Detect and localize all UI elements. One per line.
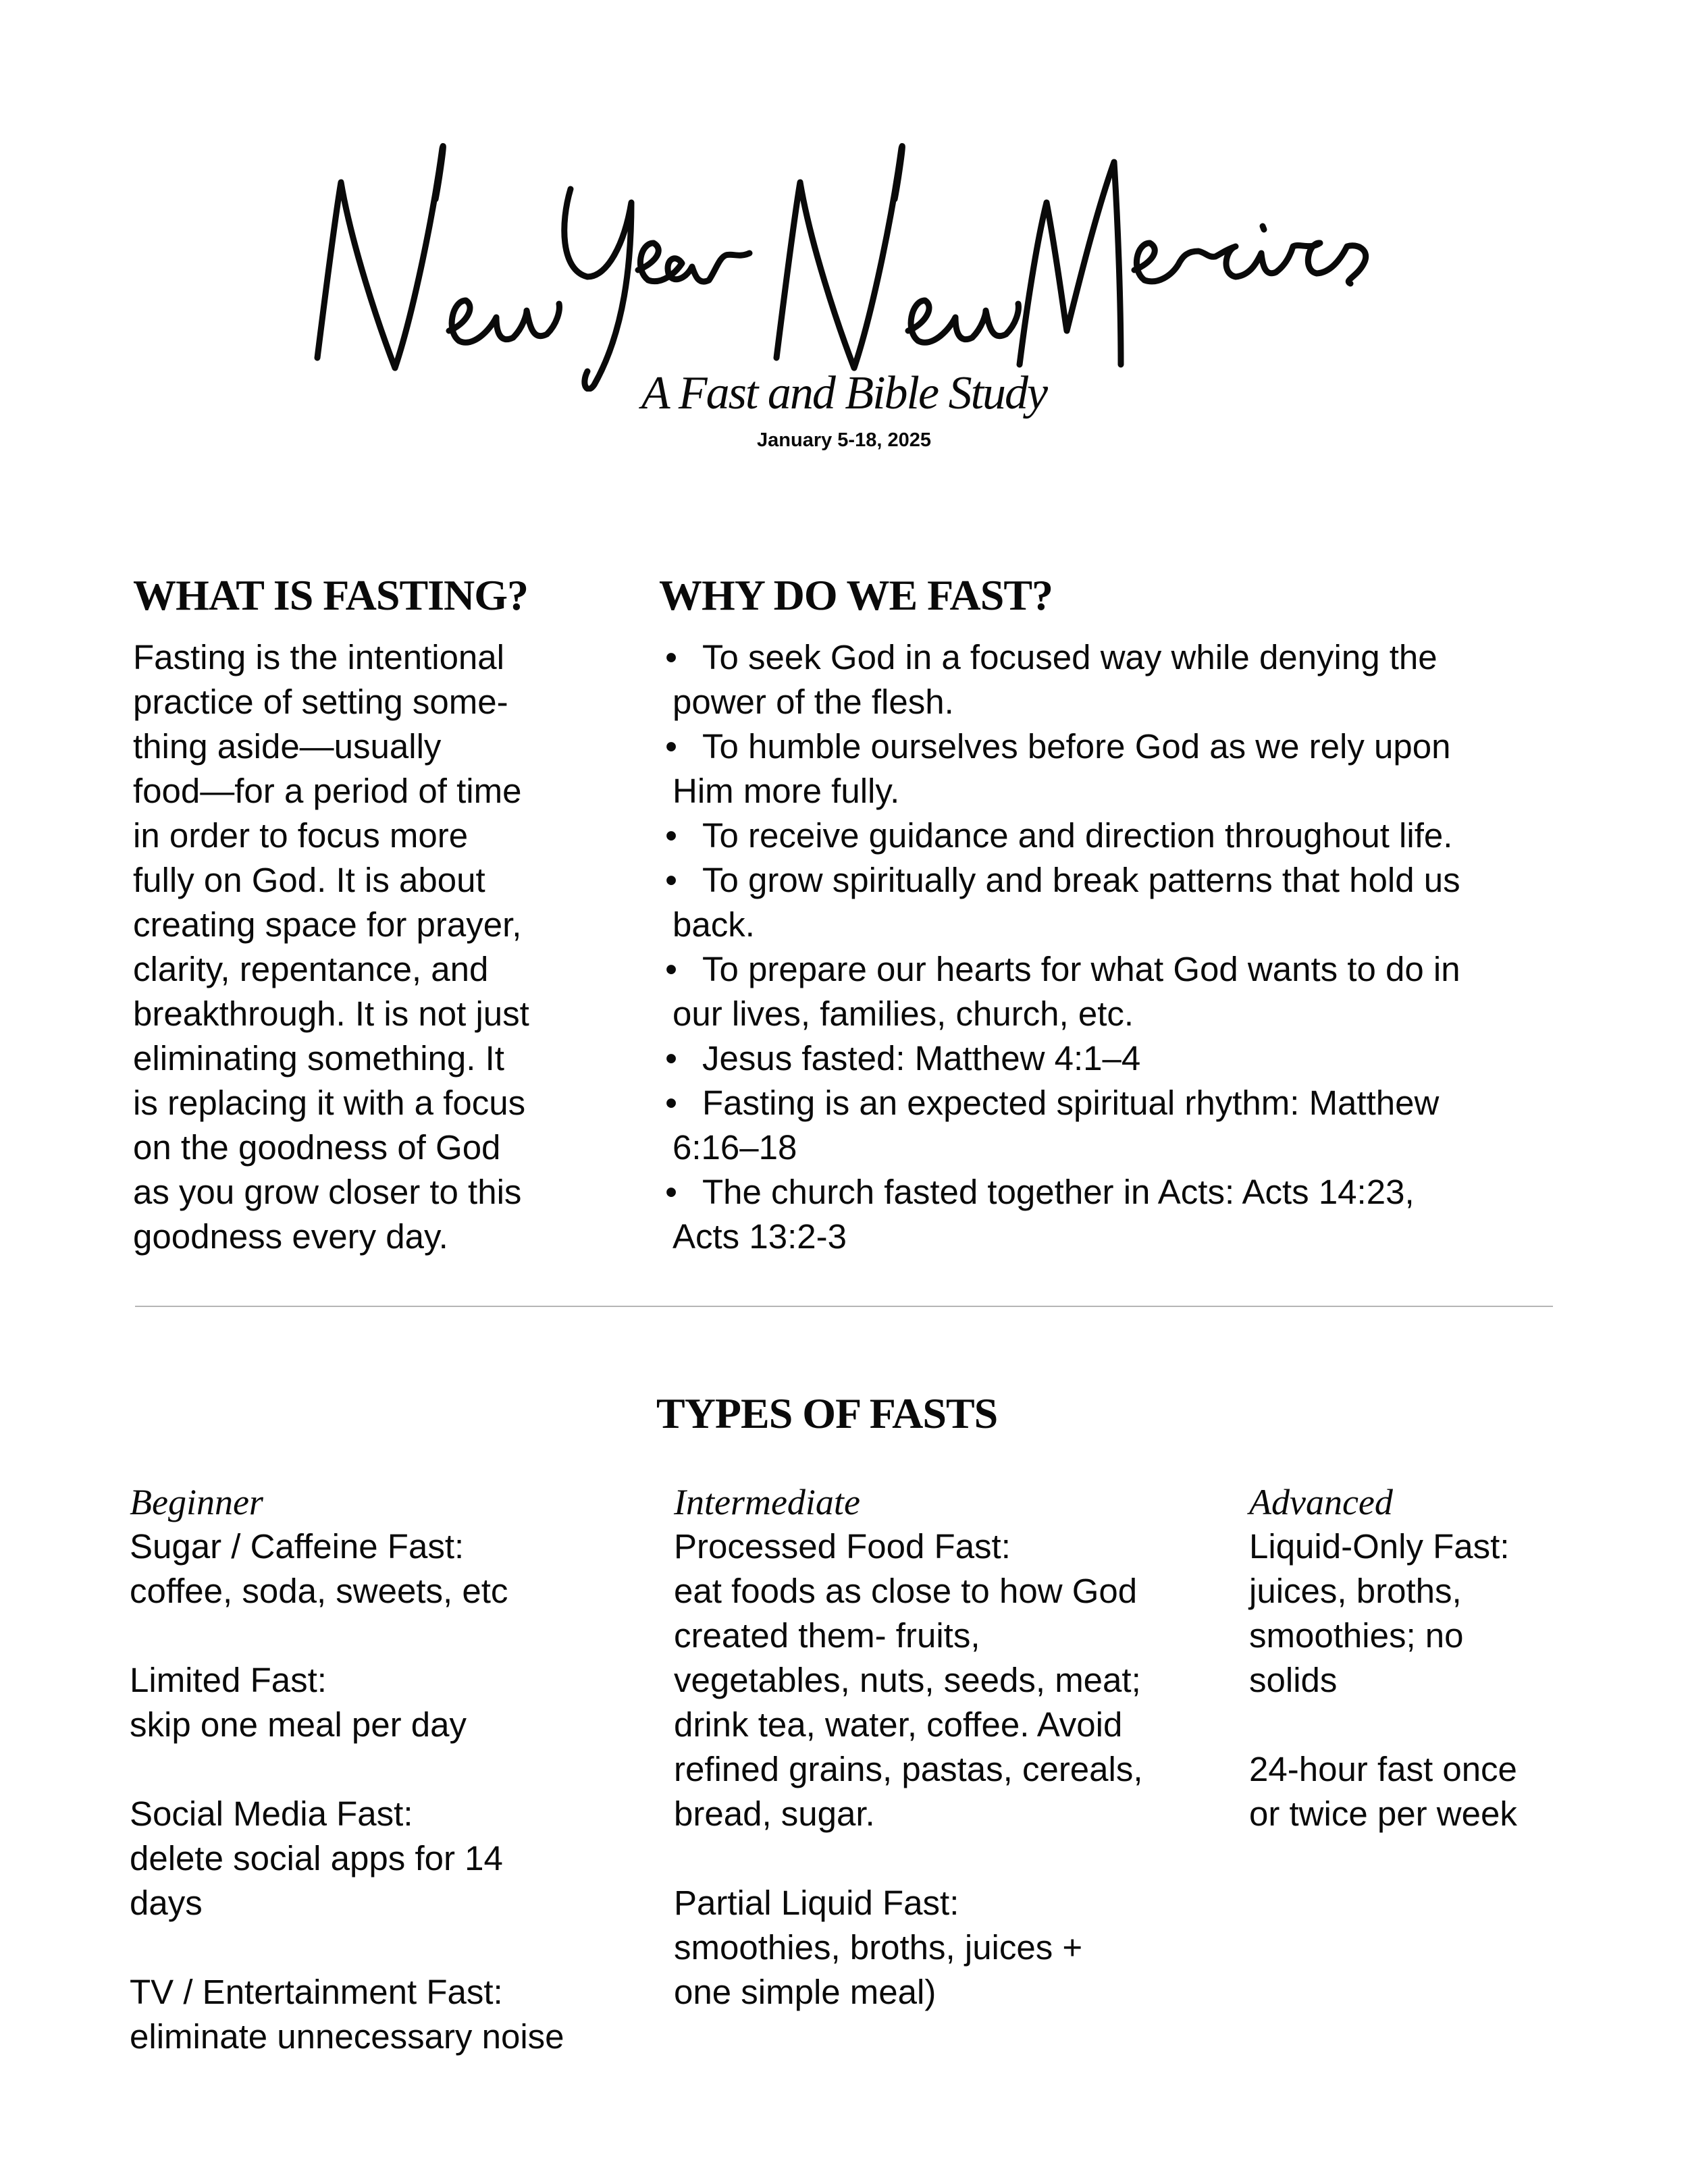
fast-description: drink tea, water, coffee. Avoid	[674, 1705, 1123, 1744]
fast-description: vegetables, nuts, seeds, meat;	[674, 1661, 1141, 1699]
fast-description: eliminate unnecessary noise	[130, 2017, 564, 2056]
bullet-dot-icon: •	[665, 816, 677, 855]
fast-option	[674, 1524, 1143, 1836]
bullet-dot-icon: •	[665, 638, 677, 676]
bullet-text: The church fasted together in Acts: Acts 14:23,	[702, 1173, 1415, 1211]
bullet-dot-icon: •	[665, 861, 677, 899]
fast-name: Liquid-Only Fast:	[1249, 1527, 1510, 1566]
bullet-continuation: power of the flesh.	[672, 683, 954, 721]
section-divider	[135, 1306, 1553, 1307]
body-line: practice of setting some-	[133, 683, 508, 721]
bullet-text: To grow spiritually and break patterns that hold us	[702, 861, 1460, 899]
fast-description: skip one meal per day	[130, 1705, 467, 1744]
why-do-we-fast-heading: WHY DO WE FAST?	[659, 571, 1053, 619]
bullet-text: To humble ourselves before God as we rely upon	[702, 727, 1451, 766]
bullet-dot-icon: •	[665, 727, 677, 766]
body-line: on the goodness of God	[133, 1128, 501, 1167]
title-script-logo	[0, 108, 1688, 392]
fast-name: Processed Food Fast:	[674, 1527, 1011, 1566]
body-line: is replacing it with a focus	[133, 1084, 526, 1122]
bullet-text: Jesus fasted: Matthew 4:1–4	[702, 1039, 1141, 1077]
bullet-text: To seek God in a focused way while denying the	[702, 638, 1438, 676]
bullet-item	[665, 635, 1460, 724]
fast-description: refined grains, pastas, cereals,	[674, 1750, 1143, 1788]
fast-option	[1249, 1747, 1517, 1836]
intermediate-fasts	[674, 1524, 1143, 2015]
beginner-label: Beginner	[130, 1482, 263, 1522]
fast-description: smoothies, broths, juices +	[674, 1928, 1083, 1967]
intermediate-label: Intermediate	[674, 1482, 860, 1522]
fast-description: delete social apps for 14	[130, 1839, 503, 1877]
bullet-item	[665, 858, 1460, 947]
event-dates: January 5-18, 2025	[757, 429, 931, 451]
fast-name: Limited Fast:	[130, 1661, 327, 1699]
body-line: creating space for prayer,	[133, 905, 522, 944]
bullet-item	[665, 724, 1460, 814]
fast-description: days	[130, 1884, 203, 1922]
fast-description: one simple meal)	[674, 1973, 937, 2011]
bullet-item	[665, 1036, 1460, 1081]
body-line: thing aside—usually	[133, 727, 442, 766]
bullet-continuation: 6:16–18	[672, 1128, 797, 1167]
bullet-first-line	[658, 947, 1460, 992]
body-line: eliminating something. It	[133, 1039, 504, 1077]
bullet-text: To prepare our hearts for what God wants to do in	[702, 950, 1460, 988]
beginner-fasts	[130, 1524, 564, 2059]
fast-description: created them- fruits,	[674, 1616, 980, 1655]
fast-name: Partial Liquid Fast:	[674, 1884, 959, 1922]
fast-option	[130, 1658, 564, 1747]
bullet-item	[665, 1081, 1460, 1170]
fast-description: eat foods as close to how God	[674, 1572, 1138, 1610]
fast-name: 24-hour fast once	[1249, 1750, 1517, 1788]
bullet-first-line	[658, 1036, 1460, 1081]
fast-option	[130, 1792, 564, 1925]
bullet-first-line	[658, 858, 1460, 903]
body-line: breakthrough. It is not just	[133, 994, 529, 1033]
fast-description: or twice per week	[1249, 1794, 1517, 1833]
bullet-continuation: Acts 13:2-3	[672, 1217, 847, 1256]
fast-option	[674, 1881, 1143, 2015]
what-is-fasting-body	[133, 635, 529, 1259]
bullet-continuation: our lives, families, church, etc.	[672, 994, 1134, 1033]
body-line: clarity, repentance, and	[133, 950, 489, 988]
subtitle: A Fast and Bible Study	[641, 367, 1047, 419]
bullet-first-line	[658, 1170, 1460, 1215]
fast-description: coffee, soda, sweets, etc	[130, 1572, 508, 1610]
bullet-item	[665, 814, 1460, 858]
bullet-list	[665, 635, 1460, 1259]
bullet-first-line	[658, 724, 1460, 769]
body-line: as you grow closer to this	[133, 1173, 522, 1211]
bullet-dot-icon: •	[665, 1039, 677, 1077]
bullet-item	[665, 1170, 1460, 1259]
body-line: food—for a period of time	[133, 772, 522, 810]
bullet-dot-icon: •	[665, 950, 677, 988]
fast-name: Social Media Fast:	[130, 1794, 413, 1833]
bullet-dot-icon: •	[665, 1173, 677, 1211]
advanced-label: Advanced	[1249, 1482, 1393, 1522]
what-is-fasting-heading: WHAT IS FASTING?	[133, 571, 529, 619]
bullet-text: To receive guidance and direction throughout life.	[702, 816, 1453, 855]
bullet-first-line	[658, 814, 1460, 858]
types-of-fasts-heading: TYPES OF FASTS	[656, 1389, 998, 1437]
fast-description: smoothies; no	[1249, 1616, 1464, 1655]
fast-option	[130, 1524, 564, 1614]
body-line: Fasting is the intentional	[133, 638, 504, 676]
advanced-fasts	[1249, 1524, 1517, 1836]
bullet-first-line	[658, 1081, 1460, 1125]
bullet-item	[665, 947, 1460, 1036]
bullet-continuation: back.	[672, 905, 755, 944]
fast-name: Sugar / Caffeine Fast:	[130, 1527, 465, 1566]
fast-description: juices, broths,	[1249, 1572, 1462, 1610]
why-do-we-fast-list	[665, 635, 1460, 1259]
bullet-dot-icon: •	[665, 1084, 677, 1122]
body-line: fully on God. It is about	[133, 861, 485, 899]
bullet-text: Fasting is an expected spiritual rhythm: Matthew	[702, 1084, 1440, 1122]
fast-option	[130, 1970, 564, 2059]
fast-description: bread, sugar.	[674, 1794, 875, 1833]
bullet-first-line	[658, 635, 1460, 680]
bullet-continuation: Him more fully.	[672, 772, 900, 810]
body-line: in order to focus more	[133, 816, 469, 855]
body-line: goodness every day.	[133, 1217, 448, 1256]
fast-description: solids	[1249, 1661, 1338, 1699]
fast-option	[1249, 1524, 1517, 1703]
fast-name: TV / Entertainment Fast:	[130, 1973, 503, 2011]
